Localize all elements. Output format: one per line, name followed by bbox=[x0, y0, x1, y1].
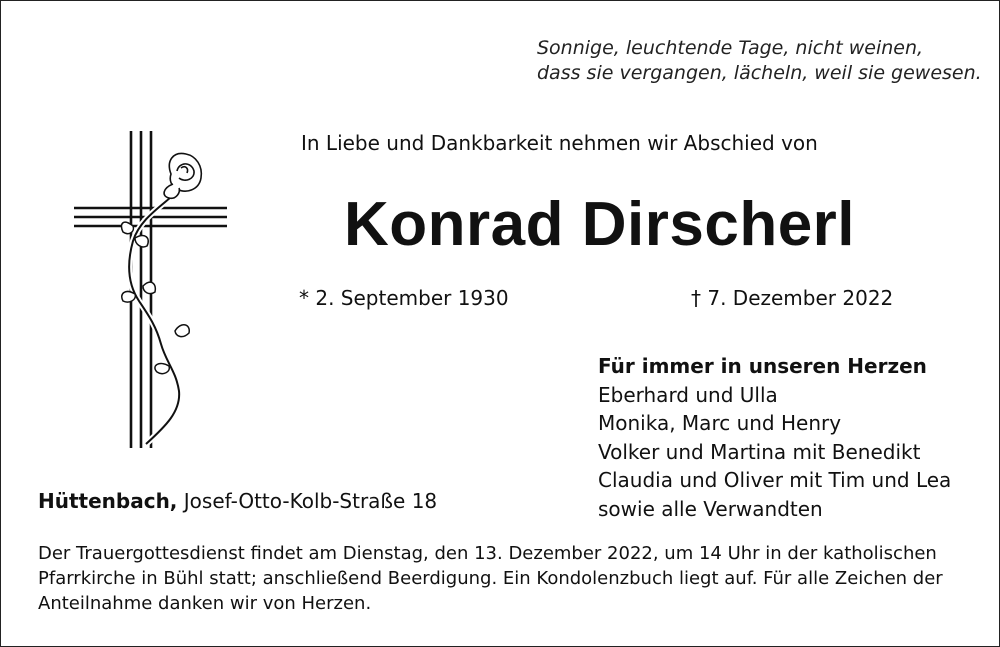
mourner-line: Volker und Martina mit Benedikt bbox=[598, 439, 921, 464]
mourner-line: Monika, Marc und Henry bbox=[598, 411, 842, 435]
address-street: Josef-Otto-Kolb-Straße 18 bbox=[183, 489, 438, 513]
birth-date: * 2. September 1930 bbox=[299, 286, 509, 310]
mourners-heading: Für immer in unseren Herzen bbox=[598, 354, 927, 378]
quote-line-2: dass sie vergangen, lächeln, weil sie gewesen. bbox=[537, 62, 982, 84]
service-line-2: Pfarrkirche in Bühl statt; anschließend Beerdigung. Ein Kondolenzbuch liegt auf. Für alle Zeichen der bbox=[38, 568, 943, 589]
service-line-1: Der Trauergottesdienst findet am Dienstag, den 13. Dezember 2022, um 14 Uhr in der katholischen bbox=[38, 543, 937, 564]
mourner-line: sowie alle Verwandten bbox=[598, 496, 823, 521]
address bbox=[38, 489, 437, 513]
cross-with-rose-icon bbox=[71, 126, 231, 451]
mourner-line: Claudia und Oliver mit Tim und Lea bbox=[598, 468, 952, 492]
address-place: Hüttenbach, bbox=[38, 489, 178, 513]
mourner-line: Eberhard und Ulla bbox=[598, 382, 778, 407]
service-info bbox=[38, 541, 978, 616]
poem-quote bbox=[537, 36, 982, 86]
intro-text: In Liebe und Dankbarkeit nehmen wir Abschied von bbox=[301, 131, 818, 155]
deceased-name: Konrad Dirscherl bbox=[344, 190, 856, 259]
death-date: † 7. Dezember 2022 bbox=[691, 286, 894, 310]
service-line-3: Anteilnahme danken wir von Herzen. bbox=[38, 593, 372, 614]
quote-line-1: Sonnige, leuchtende Tage, nicht weinen, bbox=[537, 37, 924, 59]
mourners-list bbox=[598, 352, 951, 523]
